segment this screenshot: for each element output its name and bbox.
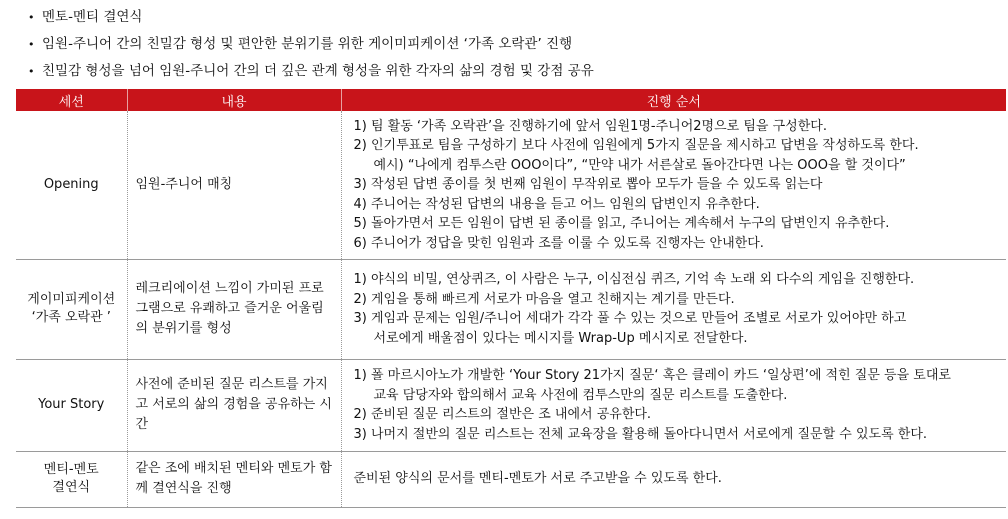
session-name: ‘가족 오락관 ’ [31,310,111,325]
step-line: 서로에게 배울점이 있다는 메시지를 Wrap-Up 메시지로 전달한다. [373,330,748,346]
step-line: 준비된 양식의 문서를 멘티-멘토가 서로 주고받을 수 있도록 한다. [353,471,722,487]
session-cell [16,259,127,359]
content-cell: 사전에 준비된 질문 리스트를 가지고 서로의 삶의 경험을 공유하는 시간 [127,359,341,451]
bullet-item [28,58,998,85]
step-line: 4) 주니어는 작성된 답변의 내용을 듣고 어느 임원의 답변인지 유추한다. [353,196,760,212]
table-row-ceremony [16,451,1006,507]
steps-cell [341,359,1006,451]
step-line: 1) 팀 활동 ‘가족 오락관’을 진행하기에 앞서 임원1명-주니어2명으로 팀을 구성한다. [353,118,827,134]
intro-bullet-list [28,4,998,85]
header-session: 세션 [16,89,127,111]
session-name: Your Story [38,397,105,412]
bullet-dot: • [28,11,35,24]
table-row-your-story [16,359,1006,451]
table-row-gamification [16,259,1006,359]
session-name: 멘티-멘토 [43,462,99,477]
step-line: 교육 담당자와 합의해서 교육 사전에 컴투스만의 질문 리스트를 도출한다. [373,387,788,403]
session-name: 결연식 [52,480,91,495]
bullet-text: 멘토-멘티 결연식 [42,9,143,25]
step-line: 2) 게임을 통해 빠르게 서로가 마음을 열고 친해지는 계기를 만든다. [353,291,735,307]
step-line: 3) 작성된 답변 종이를 첫 번째 임원이 무작위로 뽑아 모두가 들을 수 있도록 읽는다 [353,177,823,192]
header-content: 내용 [127,89,341,111]
table-header-row [16,89,1006,111]
content-cell: 임원-주니어 매칭 [127,111,341,259]
table-row-opening [16,111,1006,259]
session-cell [16,359,127,451]
session-cell [16,451,127,507]
step-line: 2) 준비된 질문 리스트의 절반은 조 내에서 공유한다. [353,407,652,422]
steps-cell [341,259,1006,359]
session-name: 게이미피케이션 [27,292,116,307]
step-line: 1) 폴 마르시아노가 개발한 ‘Your Story 21가지 질문‘ 혹은 클레이 카드 ‘일상편’에 적힌 질문 등을 토대로 [353,368,951,383]
bullet-text: 임원-주니어 간의 친밀감 형성 및 편안한 분위기를 위한 게이미피케이션 ‘가족 오락관’ 진행 [42,36,573,52]
bullet-dot: • [28,65,35,78]
steps-cell [341,451,1006,507]
session-name: Opening [43,176,99,192]
step-line: 6) 주니어가 정답을 맞힌 임원과 조를 이룰 수 있도록 진행자는 안내한다. [353,235,764,251]
content-cell: 같은 조에 배치된 멘티와 멘토가 함께 결연식을 진행 [127,451,341,507]
step-line: 1) 야식의 비밀, 연상퀴즈, 이 사람은 누구, 이심전심 퀴즈, 기억 속 노래 외 다수의 게임을 진행한다. [353,272,915,287]
bullet-dot: • [28,38,35,51]
session-cell [16,111,127,259]
header-steps: 진행 순서 [341,89,1006,111]
program-table [16,89,1006,508]
bullet-item [28,31,998,58]
step-line: 2) 인기투표로 팀을 구성하기 보다 사전에 임원에게 5가지 질문을 제시하고 답변을 작성하도록 한다. [353,138,919,153]
bullet-text: 친밀감 형성을 넘어 임원-주니어 간의 더 깊은 관계 형성을 위한 각자의 삶의 경험 및 강점 공유 [42,63,594,79]
steps-cell [341,111,1006,259]
step-line: 3) 게임과 문제는 임원/주니어 세대가 각각 풀 수 있는 것으로 만들어 조별로 서로가 있어야만 하고 [353,311,907,326]
step-example-line: 예시) “나에게 컴투스란 OOO이다”, “만약 내가 서른살로 돌아간다면 나는 OOO을 할 것이다” [373,157,906,173]
step-line: 5) 돌아가면서 모든 임원이 답변 된 종이를 읽고, 주니어는 계속해서 누구의 답변인지 유추한다. [353,216,890,231]
step-line: 3) 나머지 절반의 질문 리스트는 전체 교육장을 활용해 돌아다니면서 서로에게 질문할 수 있도록 한다. [353,426,928,442]
content-cell: 레크리에이션 느낌이 가미된 프로그램으로 유쾌하고 즐거운 어울림의 분위기를 형성 [127,259,341,359]
bullet-item [28,4,998,31]
